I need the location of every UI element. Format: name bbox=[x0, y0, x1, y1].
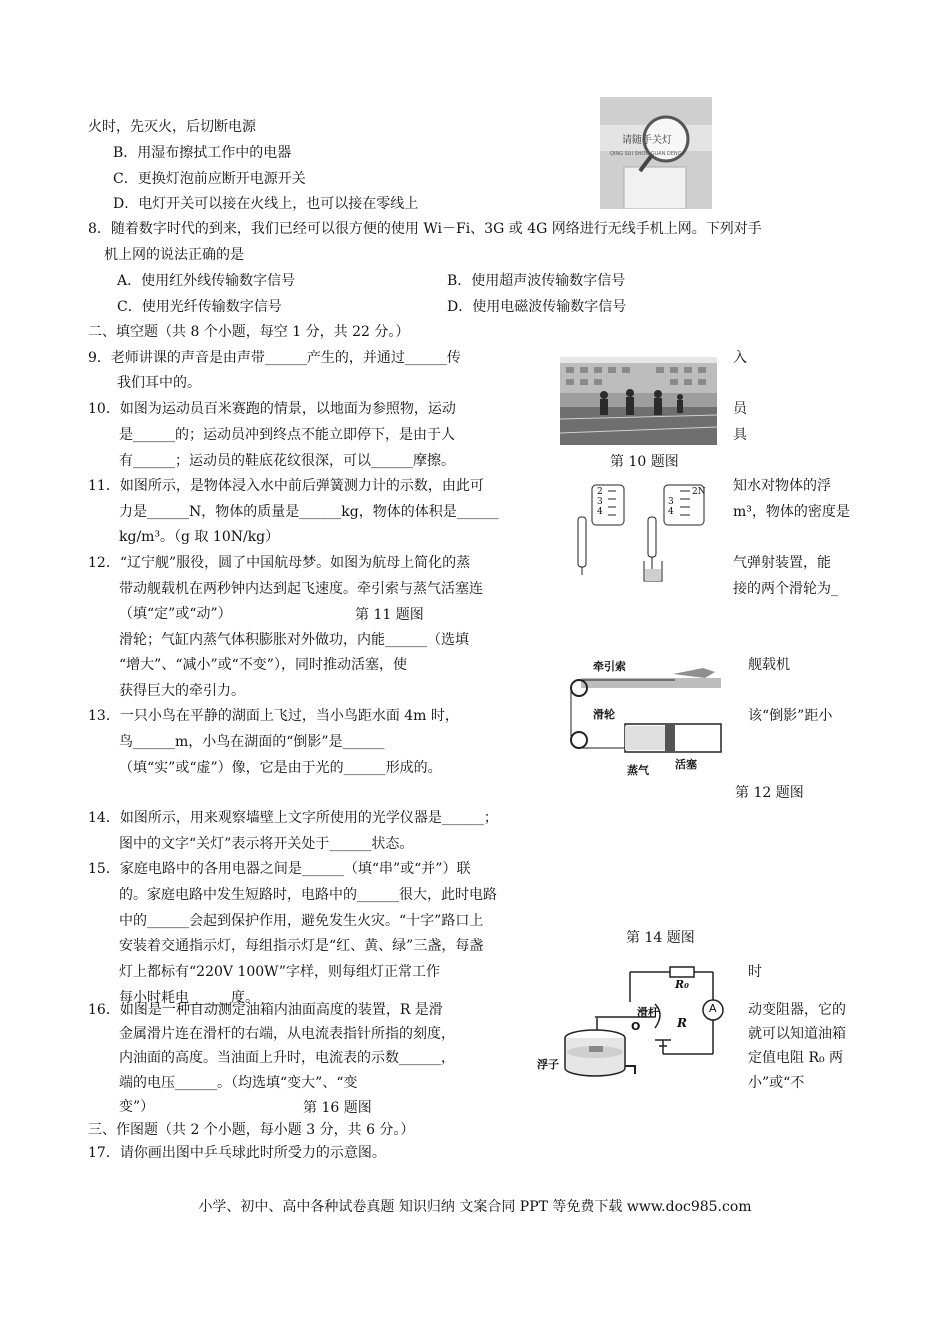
label-r: R bbox=[677, 1016, 687, 1030]
q9-line1-right: 入 bbox=[733, 350, 747, 366]
q8-option-c: C．使用光纤传输数字信号 bbox=[117, 299, 282, 315]
q16-line4-right: 小”或“不 bbox=[748, 1075, 805, 1091]
q12-line4: 滑轮；气缸内蒸气体积膨胀对外做功，内能______（选填 bbox=[119, 632, 469, 648]
scale-label-3: 3 bbox=[597, 497, 603, 507]
q11-line2-right: m³，物体的密度是 bbox=[733, 504, 850, 520]
q15-line5: 灯上都标有“220V 100W”字样，则每组灯正常工作 bbox=[119, 964, 440, 980]
q7-option-a-continued: 火时，先灭火，后切断电源 bbox=[88, 119, 256, 135]
q17-stem: 17．请你画出图中乒乓球此时所受力的示意图。 bbox=[88, 1145, 386, 1161]
q16-line3-right: 定值电阻 R₀ 两 bbox=[748, 1050, 844, 1066]
q16-line4: 端的电压______。（均选填“变大”、“变 bbox=[119, 1075, 358, 1091]
q11-caption: 第 11 题图 bbox=[355, 607, 424, 623]
q12-line1-right: 气弹射装置，能 bbox=[733, 555, 831, 571]
sign-pinyin: QING SUI SHOU GUAN DENG bbox=[610, 151, 682, 157]
label-piston: 活塞 bbox=[675, 758, 697, 771]
label-rod: 滑杆 bbox=[637, 1006, 659, 1019]
q14-line1: 14．如图所示，用来观察墙壁上文字所使用的光学仪器是______； bbox=[88, 810, 498, 826]
q11-line1: 11．如图所示，是物体浸入水中前后弹簧测力计的示数，由此可 bbox=[88, 478, 484, 494]
label-pulley: 滑轮 bbox=[593, 708, 615, 721]
q10-line2: 是______的；运动员冲到终点不能立即停下，是由于人 bbox=[119, 427, 455, 443]
label-steam: 蒸气 bbox=[627, 764, 649, 777]
q13-line2: 鸟______m，小鸟在湖面的“倒影”是______ bbox=[119, 734, 385, 750]
q11-line3: kg/m³。（g 取 10N/kg） bbox=[119, 529, 280, 545]
q15-line4: 安装着交通指示灯，每组指示灯是“红、黄、绿”三盏，每盏 bbox=[119, 938, 484, 954]
scale-label-4: 4 bbox=[597, 507, 603, 517]
page-footer: 小学、初中、高中各种试卷真题 知识归纳 文案合同 PPT 等免费下载 www.doc985.com bbox=[198, 1199, 752, 1215]
q10-line1-right: 员 bbox=[733, 401, 747, 417]
q12-line6: 获得巨大的牵引力。 bbox=[119, 683, 245, 699]
q15-line2: 的。家庭电路中发生短路时，电路中的______很大，此时电路 bbox=[119, 887, 497, 903]
section-2-heading: 二、填空题（共 8 个小题，每空 1 分，共 22 分。） bbox=[88, 324, 410, 340]
q9-line1: 9．老师讲课的声音是由声带______产生的，并通过______传 bbox=[88, 350, 461, 366]
q8-stem-line1: 8．随着数字时代的到来，我们已经可以很方便的使用 Wi－Fi、3G 或 4G 网络进行无线手机上网。下列对手 bbox=[88, 221, 762, 237]
q15-line5-right: 时 bbox=[748, 964, 762, 980]
q7-option-d: D．电灯开关可以接在火线上，也可以接在零线上 bbox=[113, 196, 419, 212]
label-r0: R₀ bbox=[675, 978, 689, 991]
q14-switch-photo bbox=[600, 97, 712, 209]
ammeter-icon: A bbox=[709, 1002, 717, 1015]
q10-race-photo bbox=[560, 357, 717, 445]
scale-label-2n: 2N bbox=[692, 487, 706, 497]
q8-option-d: D．使用电磁波传输数字信号 bbox=[447, 299, 627, 315]
section-3-heading: 三、作图题（共 2 个小题，每小题 3 分，共 6 分。） bbox=[88, 1122, 415, 1138]
label-rope: 牵引索 bbox=[593, 660, 626, 673]
q16-caption: 第 16 题图 bbox=[303, 1100, 372, 1116]
q16-line2-right: 就可以知道油箱 bbox=[748, 1026, 846, 1042]
q13-line1-right: 该“倒影”距小 bbox=[748, 708, 833, 724]
q12-line5: “增大”、“减小”或“不变”），同时推动活塞，使 bbox=[119, 657, 407, 673]
q16-oil-tank-figure bbox=[535, 962, 735, 1087]
q12-line1: 12．“辽宁舰”服役，圆了中国航母梦。如图为航母上简化的蒸 bbox=[88, 555, 471, 571]
q16-line1: 16．如图是一种自动测定油箱内油面高度的装置，R 是滑 bbox=[88, 1002, 443, 1018]
q12-line3: （填“定”或“动”） bbox=[119, 606, 232, 622]
q10-line2-right: 具 bbox=[733, 427, 747, 443]
q10-caption: 第 10 题图 bbox=[610, 454, 679, 470]
q11-spring-scale-figure bbox=[572, 477, 714, 587]
q11-line2: 力是______N，物体的质量是______kg，物体的体积是______ bbox=[119, 504, 499, 520]
q14-line2: 图中的文字“关灯”表示将开关处于______状态。 bbox=[119, 836, 414, 852]
q10-line1: 10．如图为运动员百米赛跑的情景，以地面为参照物，运动 bbox=[88, 401, 456, 417]
q16-line5: 变”） bbox=[119, 1099, 155, 1115]
q8-stem-line2: 机上网的说法正确的是 bbox=[104, 247, 244, 263]
q12-caption: 第 12 题图 bbox=[735, 785, 804, 801]
q15-line3: 中的______会起到保护作用，避免发生火灾。“十字”路口上 bbox=[119, 913, 484, 929]
q12-line5-right: 舰载机 bbox=[748, 657, 790, 673]
scale-label-4b: 4 bbox=[668, 507, 674, 517]
q16-line2: 金属滑片连在滑杆的右端，从电流表指针所指的刻度， bbox=[119, 1026, 455, 1042]
q13-line3: （填“实”或“虚”）像，它是由于光的______形成的。 bbox=[119, 760, 442, 776]
q12-line2: 带动舰载机在两秒钟内达到起飞速度。牵引索与蒸气活塞连 bbox=[119, 581, 483, 597]
scale-label-3b: 3 bbox=[668, 497, 674, 507]
label-float: 浮子 bbox=[537, 1058, 559, 1071]
q16-line3: 内油面的高度。当油面上升时，电流表的示数______， bbox=[119, 1050, 455, 1066]
q16-line1-right: 动变阻器，它的 bbox=[748, 1002, 846, 1018]
q7-option-c: C．更换灯泡前应断开电源开关 bbox=[113, 171, 306, 187]
q12-catapult-figure bbox=[565, 650, 725, 780]
q11-line1-right: 知水对物体的浮 bbox=[733, 478, 831, 494]
sign-text: 请随手关灯 bbox=[622, 135, 672, 146]
q7-option-b: B．用湿布擦拭工作中的电器 bbox=[113, 145, 292, 161]
q13-line1: 13．一只小鸟在平静的湖面上飞过，当小鸟距水面 4m 时， bbox=[88, 708, 459, 724]
q14-caption: 第 14 题图 bbox=[626, 930, 695, 946]
q9-line2: 我们耳中的。 bbox=[117, 375, 201, 391]
q8-option-b: B．使用超声波传输数字信号 bbox=[447, 273, 626, 289]
q8-option-a: A．使用红外线传输数字信号 bbox=[117, 273, 296, 289]
scale-label-2: 2 bbox=[597, 487, 603, 497]
q15-line6: 每小时耗电______度。 bbox=[119, 990, 259, 1006]
q10-line3: 有______；运动员的鞋底花纹很深，可以______摩擦。 bbox=[119, 453, 455, 469]
label-pivot: O bbox=[631, 1020, 641, 1033]
q12-line2-right: 接的两个滑轮为_ bbox=[733, 581, 838, 597]
q15-line1: 15．家庭电路中的各用电器之间是______（填“串”或“并”）联 bbox=[88, 861, 471, 877]
